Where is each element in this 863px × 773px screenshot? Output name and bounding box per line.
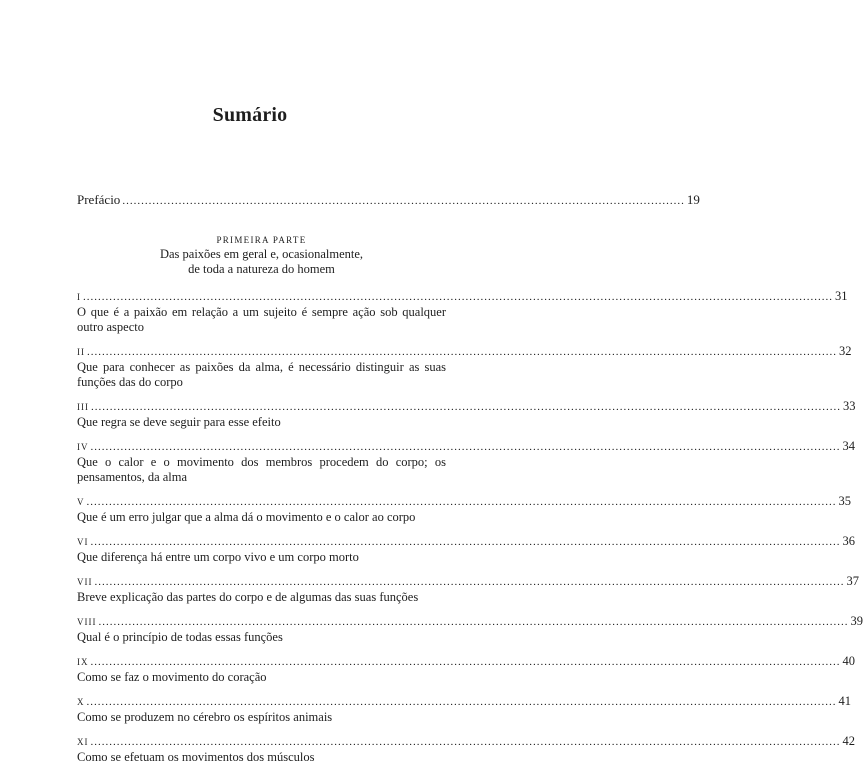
toc-row (77, 398, 446, 415)
chapter-numeral: V (77, 494, 85, 510)
dot-leader: ........................................................................................................................................................................................................ (95, 574, 845, 590)
dot-leader: ........................................................................................................................................................................................................ (83, 289, 833, 305)
toc-row (77, 533, 446, 550)
toc-entry (77, 573, 446, 605)
page-title: Sumário (0, 104, 500, 127)
chapter-numeral: IX (77, 654, 89, 670)
toc-entry (77, 398, 446, 430)
toc-entry (77, 613, 446, 645)
chapter-description: Breve explicação das partes do corpo e de algumas das suas funções (77, 590, 446, 605)
chapter-numeral: VI (77, 534, 89, 550)
dot-leader: ........................................................................................................................................................................................................ (87, 494, 837, 510)
part-name: PRIMEIRA PARTE (77, 233, 446, 247)
table-of-contents (77, 192, 446, 773)
toc-entries (77, 288, 446, 765)
toc-row (77, 573, 446, 590)
chapter-description: Que é um erro julgar que a alma dá o movimento e o calor ao corpo (77, 510, 446, 525)
chapter-numeral: I (77, 289, 81, 305)
toc-page-number: 33 (843, 398, 856, 414)
toc-entry (77, 288, 446, 335)
toc-row (77, 693, 446, 710)
toc-row-preface (77, 192, 446, 209)
chapter-description: O que é a paixão em relação a um sujeito é sempre ação sob qualquer outro aspecto (77, 305, 446, 335)
toc-page-number: 31 (835, 288, 848, 304)
chapter-numeral: VII (77, 574, 93, 590)
toc-row (77, 493, 446, 510)
dot-leader: ........................................................................................................................................................................................................ (87, 344, 837, 360)
toc-entry (77, 733, 446, 765)
part-heading (77, 233, 446, 277)
part-title-line-1: Das paixões em geral e, ocasionalmente, (77, 247, 446, 262)
toc-entry (77, 653, 446, 685)
toc-page-number: 42 (843, 733, 856, 749)
toc-page-number: 40 (843, 653, 856, 669)
toc-page-number: 36 (843, 533, 856, 549)
dot-leader: ........................................................................................................................................................................................................ (91, 439, 841, 455)
toc-label: Prefácio (77, 192, 120, 208)
chapter-numeral: X (77, 694, 85, 710)
chapter-numeral: II (77, 344, 85, 360)
chapter-description: Que o calor e o movimento dos membros procedem do corpo; os pensamentos, da alma (77, 455, 446, 485)
chapter-numeral: III (77, 399, 89, 415)
dot-leader: ........................................................................................................................................................................................................ (91, 534, 841, 550)
dot-leader: ...................................................................................................................................................... (122, 193, 685, 209)
chapter-numeral: IV (77, 439, 89, 455)
toc-entry (77, 343, 446, 390)
toc-page-number: 32 (839, 343, 852, 359)
toc-entry (77, 533, 446, 565)
chapter-description: Que regra se deve seguir para esse efeito (77, 415, 446, 430)
chapter-description: Como se produzem no cérebro os espíritos animais (77, 710, 446, 725)
toc-entry (77, 438, 446, 485)
toc-row (77, 438, 446, 455)
toc-page-number: 41 (839, 693, 852, 709)
chapter-description: Que diferença há entre um corpo vivo e um corpo morto (77, 550, 446, 565)
toc-row (77, 343, 446, 360)
toc-entry (77, 693, 446, 725)
toc-page-number: 37 (847, 573, 860, 589)
toc-row (77, 613, 446, 630)
dot-leader: ........................................................................................................................................................................................................ (87, 694, 837, 710)
chapter-description: Como se efetuam os movimentos dos músculos (77, 750, 446, 765)
toc-page-number: 39 (851, 613, 863, 629)
chapter-description: Que para conhecer as paixões da alma, é necessário distinguir as suas funções das do corpo (77, 360, 446, 390)
toc-page-number: 19 (687, 192, 700, 208)
toc-entry (77, 493, 446, 525)
part-title-line-2: de toda a natureza do homem (77, 262, 446, 277)
chapter-description: Como se faz o movimento do coração (77, 670, 446, 685)
toc-page-number: 34 (843, 438, 856, 454)
toc-row (77, 288, 446, 305)
chapter-numeral: XI (77, 734, 89, 750)
chapter-numeral: VIII (77, 614, 97, 630)
dot-leader: ........................................................................................................................................................................................................ (91, 734, 841, 750)
dot-leader: ........................................................................................................................................................................................................ (91, 654, 841, 670)
dot-leader: ........................................................................................................................................................................................................ (99, 614, 849, 630)
dot-leader: ........................................................................................................................................................................................................ (91, 399, 841, 415)
chapter-description: Qual é o princípio de todas essas funções (77, 630, 446, 645)
toc-row (77, 653, 446, 670)
toc-page-number: 35 (839, 493, 852, 509)
toc-row (77, 733, 446, 750)
